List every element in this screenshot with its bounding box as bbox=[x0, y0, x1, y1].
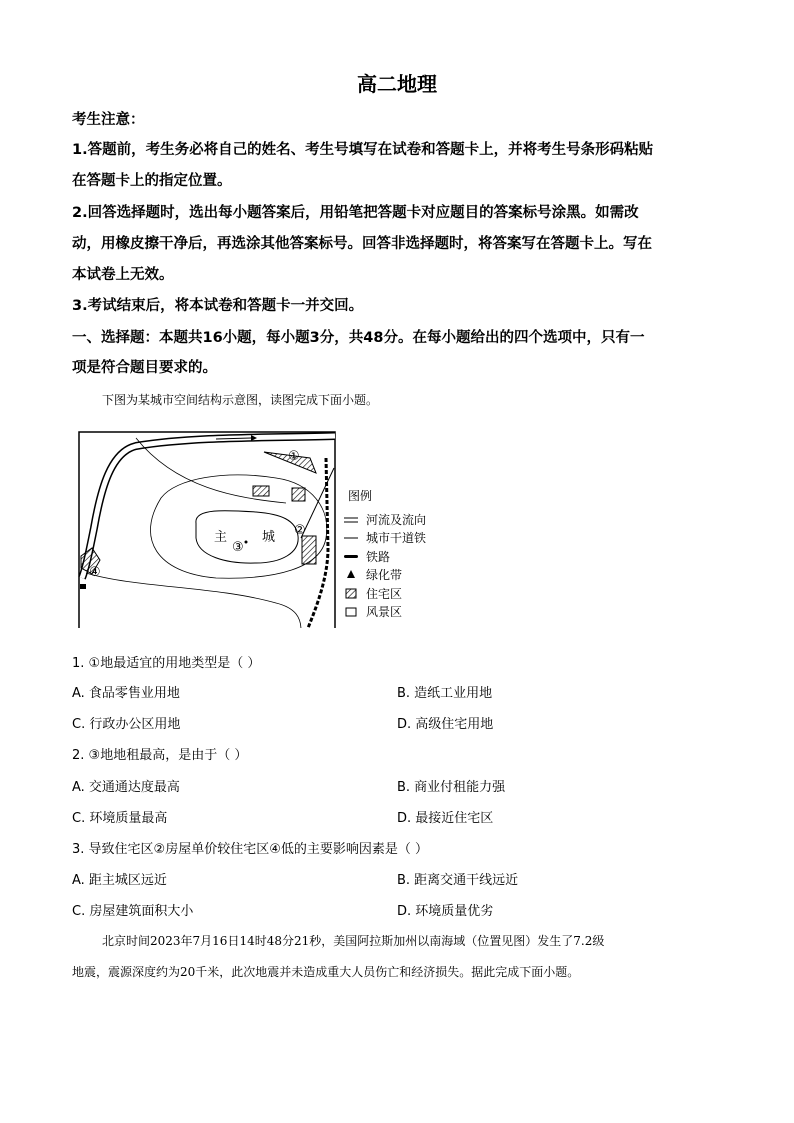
legend-item: 风景区 bbox=[366, 605, 403, 619]
option: A. 交通通达度最高 bbox=[72, 780, 180, 795]
option: C. 房屋建筑面积大小 bbox=[72, 904, 194, 919]
option: A. 食品零售业用地 bbox=[72, 686, 180, 701]
main-city-label: 城 bbox=[262, 530, 276, 545]
legend-residential-icon bbox=[346, 589, 356, 598]
marker-3: ③ bbox=[232, 540, 244, 555]
option: B. 造纸工业用地 bbox=[397, 686, 493, 701]
question-stem: 2. ③地地租最高，是由于（ ） bbox=[72, 748, 248, 763]
intro-text: 北京时间2023年7月16日14时48分21秒，美国阿拉斯加州以南海域（位置见图）发生了7.2级 bbox=[102, 934, 605, 948]
question-stem: 3. 导致住宅区②房屋单价较住宅区④低的主要影响因素是（ ） bbox=[72, 842, 428, 857]
residential-area-2 bbox=[302, 536, 316, 564]
notice-line: 3.考试结束后，将本试卷和答题卡一并交回。 bbox=[72, 298, 364, 314]
notice-heading: 考生注意： bbox=[72, 112, 145, 128]
legend-item: 河流及流向 bbox=[366, 513, 427, 527]
legend-railway-icon bbox=[344, 555, 358, 558]
notice-line: 动，用橡皮擦干净后，再选涂其他答案标号。回答非选择题时，将答案写在答题卡上。写在 bbox=[72, 236, 652, 252]
main-city-label: 主 bbox=[214, 530, 228, 545]
option: D. 最接近住宅区 bbox=[397, 811, 494, 826]
intro-text: 下图为某城市空间结构示意图，读图完成下面小题。 bbox=[102, 393, 379, 407]
option: A. 距主城区远近 bbox=[72, 873, 167, 888]
legend-river-icon bbox=[344, 518, 358, 522]
residential-area bbox=[292, 488, 305, 501]
option: C. 行政办公区用地 bbox=[72, 717, 181, 732]
legend-tree-icon bbox=[347, 570, 355, 578]
notice-line: 1.答题前，考生务必将自己的姓名、考生号填写在试卷和答题卡上，并将考生号条形码粘贴 bbox=[72, 142, 654, 158]
option: C. 环境质量最高 bbox=[72, 811, 168, 826]
option: D. 高级住宅用地 bbox=[397, 717, 494, 732]
notice-line: 本试卷上无效。 bbox=[72, 267, 174, 283]
marker-2: ② bbox=[294, 523, 306, 538]
main-city bbox=[196, 511, 298, 563]
legend-item: 绿化带 bbox=[366, 568, 403, 582]
notice-line: 2.回答选择题时，选出每小题答案后，用铅笔把答题卡对应题目的答案标号涂黑。如需改 bbox=[72, 205, 639, 221]
city-structure-map bbox=[76, 428, 446, 628]
marker-4: ④ bbox=[89, 565, 101, 580]
option: D. 环境质量优劣 bbox=[397, 904, 494, 919]
page-title: 高二地理 bbox=[357, 72, 437, 96]
legend-item: 城市干道铁 bbox=[366, 531, 427, 545]
marker-1: ① bbox=[288, 449, 300, 464]
legend-scenic-icon bbox=[346, 608, 356, 616]
question-stem: 1. ①地最适宜的用地类型是（ ） bbox=[72, 656, 261, 671]
legend-item: 铁路 bbox=[366, 550, 391, 564]
legend-item: 住宅区 bbox=[366, 587, 403, 601]
residential-area bbox=[253, 486, 269, 496]
intro-text: 地震，震源深度约为20千米，此次地震并未造成重大人员伤亡和经济损失。据此完成下面小题。 bbox=[72, 965, 580, 979]
section-heading: 项是符合题目要求的。 bbox=[72, 360, 217, 376]
option: B. 距离交通干线远近 bbox=[397, 873, 519, 888]
legend-title: 图例 bbox=[348, 489, 373, 503]
notice-line: 在答题卡上的指定位置。 bbox=[72, 173, 232, 189]
scenic-icon bbox=[80, 584, 86, 589]
option: B. 商业付租能力强 bbox=[397, 780, 506, 795]
section-heading: 一、选择题：本题共16小题，每小题3分，共48分。在每小题给出的四个选项中，只有一 bbox=[72, 330, 645, 346]
